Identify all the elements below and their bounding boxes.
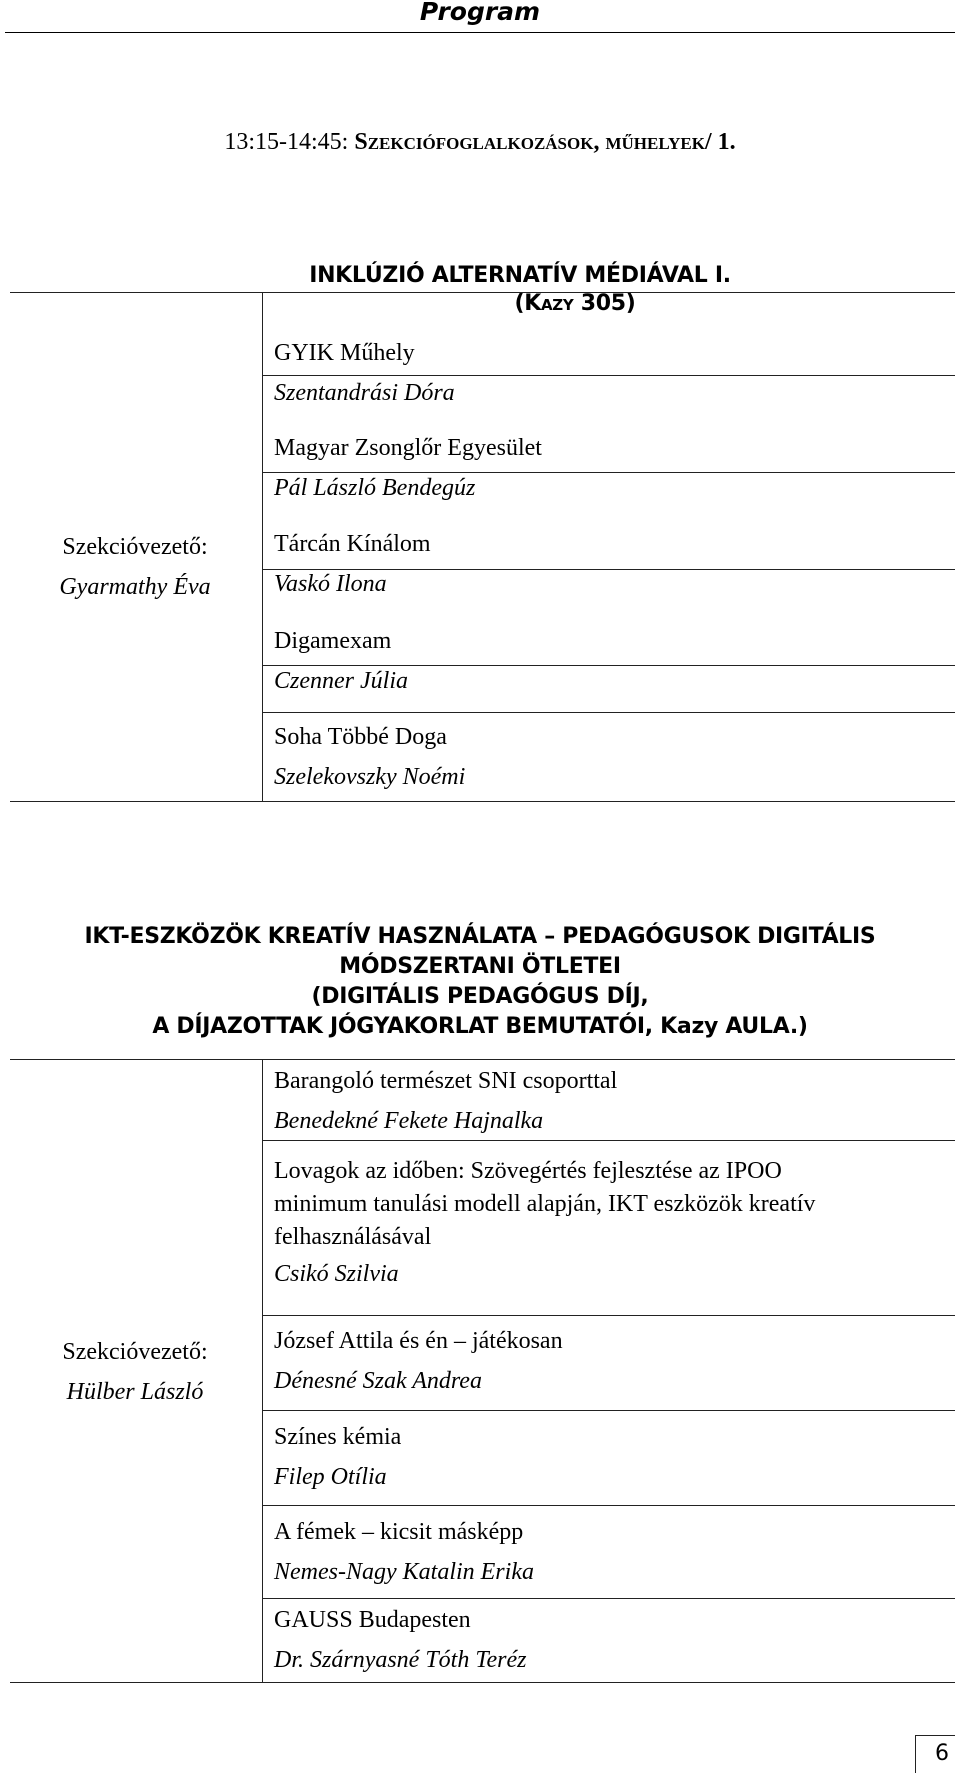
block1-section-leader — [10, 527, 260, 607]
entry-title: GAUSS Budapesten — [274, 1607, 471, 1633]
page-number: 6 — [915, 1735, 955, 1773]
block2-table-bottom-rule — [10, 1682, 955, 1683]
entry-presenter: Nemes-Nagy Katalin Erika — [274, 1559, 534, 1585]
block2-row-divider — [262, 1315, 955, 1316]
entry-presenter: Pál László Bendegúz — [274, 475, 476, 501]
block2-row-divider — [262, 1598, 955, 1599]
block1-entry — [274, 428, 542, 508]
block1-title-main: INKLÚZIÓ ALTERNATÍV MÉDIÁVAL I. — [309, 263, 731, 288]
block2-section-leader — [10, 1332, 260, 1412]
block2-row-divider — [262, 1410, 955, 1411]
entry-presenter: Benedekné Fekete Hajnalka — [274, 1108, 544, 1134]
block1-entry — [274, 621, 408, 701]
entry-title-line: minimum tanulási modell alapján, IKT eszközök kreatív — [274, 1191, 816, 1217]
block1-leader-role: Szekcióvezető: — [62, 534, 208, 560]
entry-presenter: Dr. Szárnyasné Tóth Teréz — [274, 1647, 527, 1673]
block2-title-line: IKT-ESZKÖZÖK KREATÍV HASZNÁLATA – PEDAGÓGUSOK DIGITÁLIS — [84, 924, 876, 949]
block2-title-line: MÓDSZERTANI ÖTLETEI — [339, 954, 621, 979]
block1-title — [0, 258, 960, 322]
entry-title: Tárcán Kínálom — [274, 531, 431, 557]
block2-entry — [274, 1600, 526, 1680]
entry-presenter: Csikó Szilvia — [274, 1261, 399, 1287]
session-time: 13:15-14:45: — [224, 129, 349, 155]
entry-presenter: Szelekovszky Noémi — [274, 764, 466, 790]
entry-title: GYIK Műhely — [274, 340, 415, 366]
block2-entry — [274, 1321, 563, 1401]
block2-table-top-rule — [10, 1059, 955, 1060]
entry-title: A fémek – kicsit másképp — [274, 1519, 524, 1545]
session-label: Szekciófoglalkozások, műhelyek/ 1. — [354, 129, 736, 155]
entry-title: Színes kémia — [274, 1424, 402, 1450]
entry-title: Magyar Zsonglőr Egyesület — [274, 435, 542, 461]
entry-title-line: Lovagok az időben: Szövegértés fejlesztése az IPOO — [274, 1158, 782, 1184]
block2-entry — [274, 1061, 617, 1141]
entry-presenter: Filep Otília — [274, 1464, 387, 1490]
block1-column-divider — [262, 292, 263, 801]
block2-title-line: (DIGITÁLIS PEDAGÓGUS DÍJ, — [311, 984, 649, 1009]
block1-leader-name: Gyarmathy Éva — [59, 574, 211, 600]
block1-table-bottom-rule — [10, 801, 955, 802]
block2-title — [0, 922, 960, 1042]
entry-title: Digamexam — [274, 628, 392, 654]
block1-title-room: (Kazy 305) — [514, 291, 636, 316]
block2-leader-role: Szekcióvezető: — [62, 1339, 208, 1365]
block1-entry — [274, 524, 431, 604]
block2-row-divider — [262, 1505, 955, 1506]
entry-title: Soha Többé Doga — [274, 724, 447, 750]
block1-entry — [274, 333, 455, 413]
block2-leader-name: Hülber László — [66, 1379, 204, 1405]
block2-column-divider — [262, 1059, 263, 1682]
header-rule — [5, 32, 955, 33]
block1-row-divider — [262, 712, 955, 713]
entry-presenter: Vaskó Ilona — [274, 571, 387, 597]
entry-title-line: felhasználásával — [274, 1224, 432, 1250]
block2-entry — [274, 1155, 815, 1294]
block1-entry — [274, 717, 465, 797]
entry-title: József Attila és én – játékosan — [274, 1328, 563, 1354]
page-header-title: Program — [419, 0, 541, 26]
entry-title: Barangoló természet SNI csoporttal — [274, 1068, 618, 1094]
block1-table-top-rule — [10, 292, 955, 293]
session-heading — [0, 128, 960, 156]
block2-entry — [274, 1417, 401, 1497]
entry-presenter: Szentandrási Dóra — [274, 380, 455, 406]
block2-entry — [274, 1512, 534, 1592]
entry-presenter: Dénesné Szak Andrea — [274, 1368, 482, 1394]
entry-presenter: Czenner Júlia — [274, 668, 408, 694]
block2-title-line: A DÍJAZOTTAK JÓGYAKORLAT BEMUTATÓI, Kazy AULA.) — [152, 1014, 808, 1039]
